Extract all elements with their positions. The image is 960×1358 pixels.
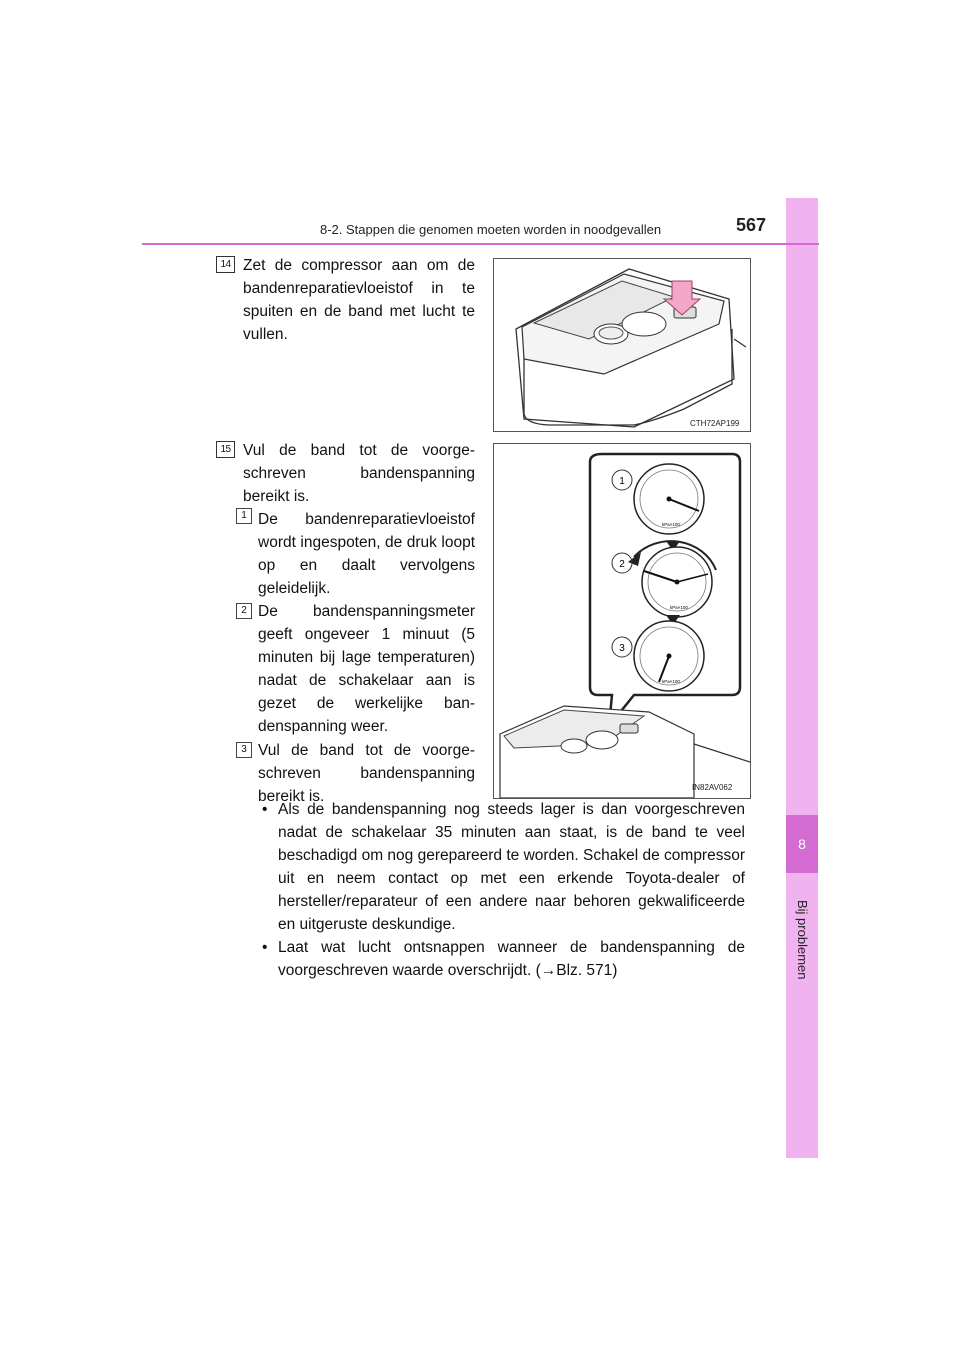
- chapter-label: Bij problemen: [795, 900, 810, 980]
- substep-num-1: 1: [236, 508, 252, 524]
- compressor-figure: [493, 258, 751, 432]
- svg-text:kPa×100: kPa×100: [662, 679, 680, 684]
- section-title: 8-2. Stappen die genomen moeten worden in noodgevallen: [320, 222, 662, 237]
- note-item: • Laat wat lucht ontsnappen wanneer de bandenspanning de voorgeschreven waarde overschrijdt. (→Blz. 571): [258, 936, 745, 982]
- figure-code-2: IN82AV062: [692, 783, 733, 792]
- substep-num-2: 2: [236, 603, 252, 619]
- figure-label-1: 1: [619, 476, 625, 487]
- substep-num-3: 3: [236, 742, 252, 758]
- substep-3-text: Vul de band tot de voorgeschreven bandenspanning bereikt is.: [258, 742, 475, 805]
- figure-label-2: 2: [619, 559, 625, 570]
- gauge-illustration: [494, 444, 750, 798]
- svg-text:kPa×100: kPa×100: [662, 522, 680, 527]
- step-15-text: Vul de band tot de voorgeschreven bandenspanning bereikt is.: [243, 442, 475, 505]
- step-badge-14: 14: [216, 256, 235, 273]
- compressor-illustration: [494, 259, 750, 431]
- figure-code-1: CTH72AP199: [690, 419, 740, 428]
- step-14-text: Zet de compressor aan om de bandenreparatievloeistof in te spuiten en de band met lucht te vullen.: [243, 257, 475, 343]
- chapter-tab: [786, 198, 818, 1158]
- step-badge-15: 15: [216, 441, 235, 458]
- gauge-figure: [493, 443, 751, 799]
- chapter-number: 8: [786, 815, 818, 873]
- notes-list: [258, 798, 745, 982]
- page-number: 567: [736, 215, 767, 235]
- svg-text:kPa×100: kPa×100: [670, 605, 688, 610]
- note-item: • Als de bandenspanning nog steeds lager is dan voorgeschreven nadat de schakelaar 35 minuten aan staat, is de band te veel beschadigd om nog gerepareerd te worden. Schakel de compressor uit en neem contact op met een erkende Toyota-dealer of hersteller/reparateur of een andere naar behoren gekwalificeerde en uitgeruste deskundige.: [258, 798, 745, 936]
- figure-label-3: 3: [619, 643, 625, 654]
- substep-1-text: De bandenreparatievloeistof wordt ingespoten, de druk loopt op en daalt vervolgens geleidelijk.: [258, 511, 475, 597]
- header-rule: [142, 243, 819, 245]
- substep-2-text: De bandenspanningsmeter geeft ongeveer 1 minuut (5 minuten bij lage temperaturen) nadat de schakelaar aan is gezet de werkelijke bandenspanning weer.: [258, 603, 475, 735]
